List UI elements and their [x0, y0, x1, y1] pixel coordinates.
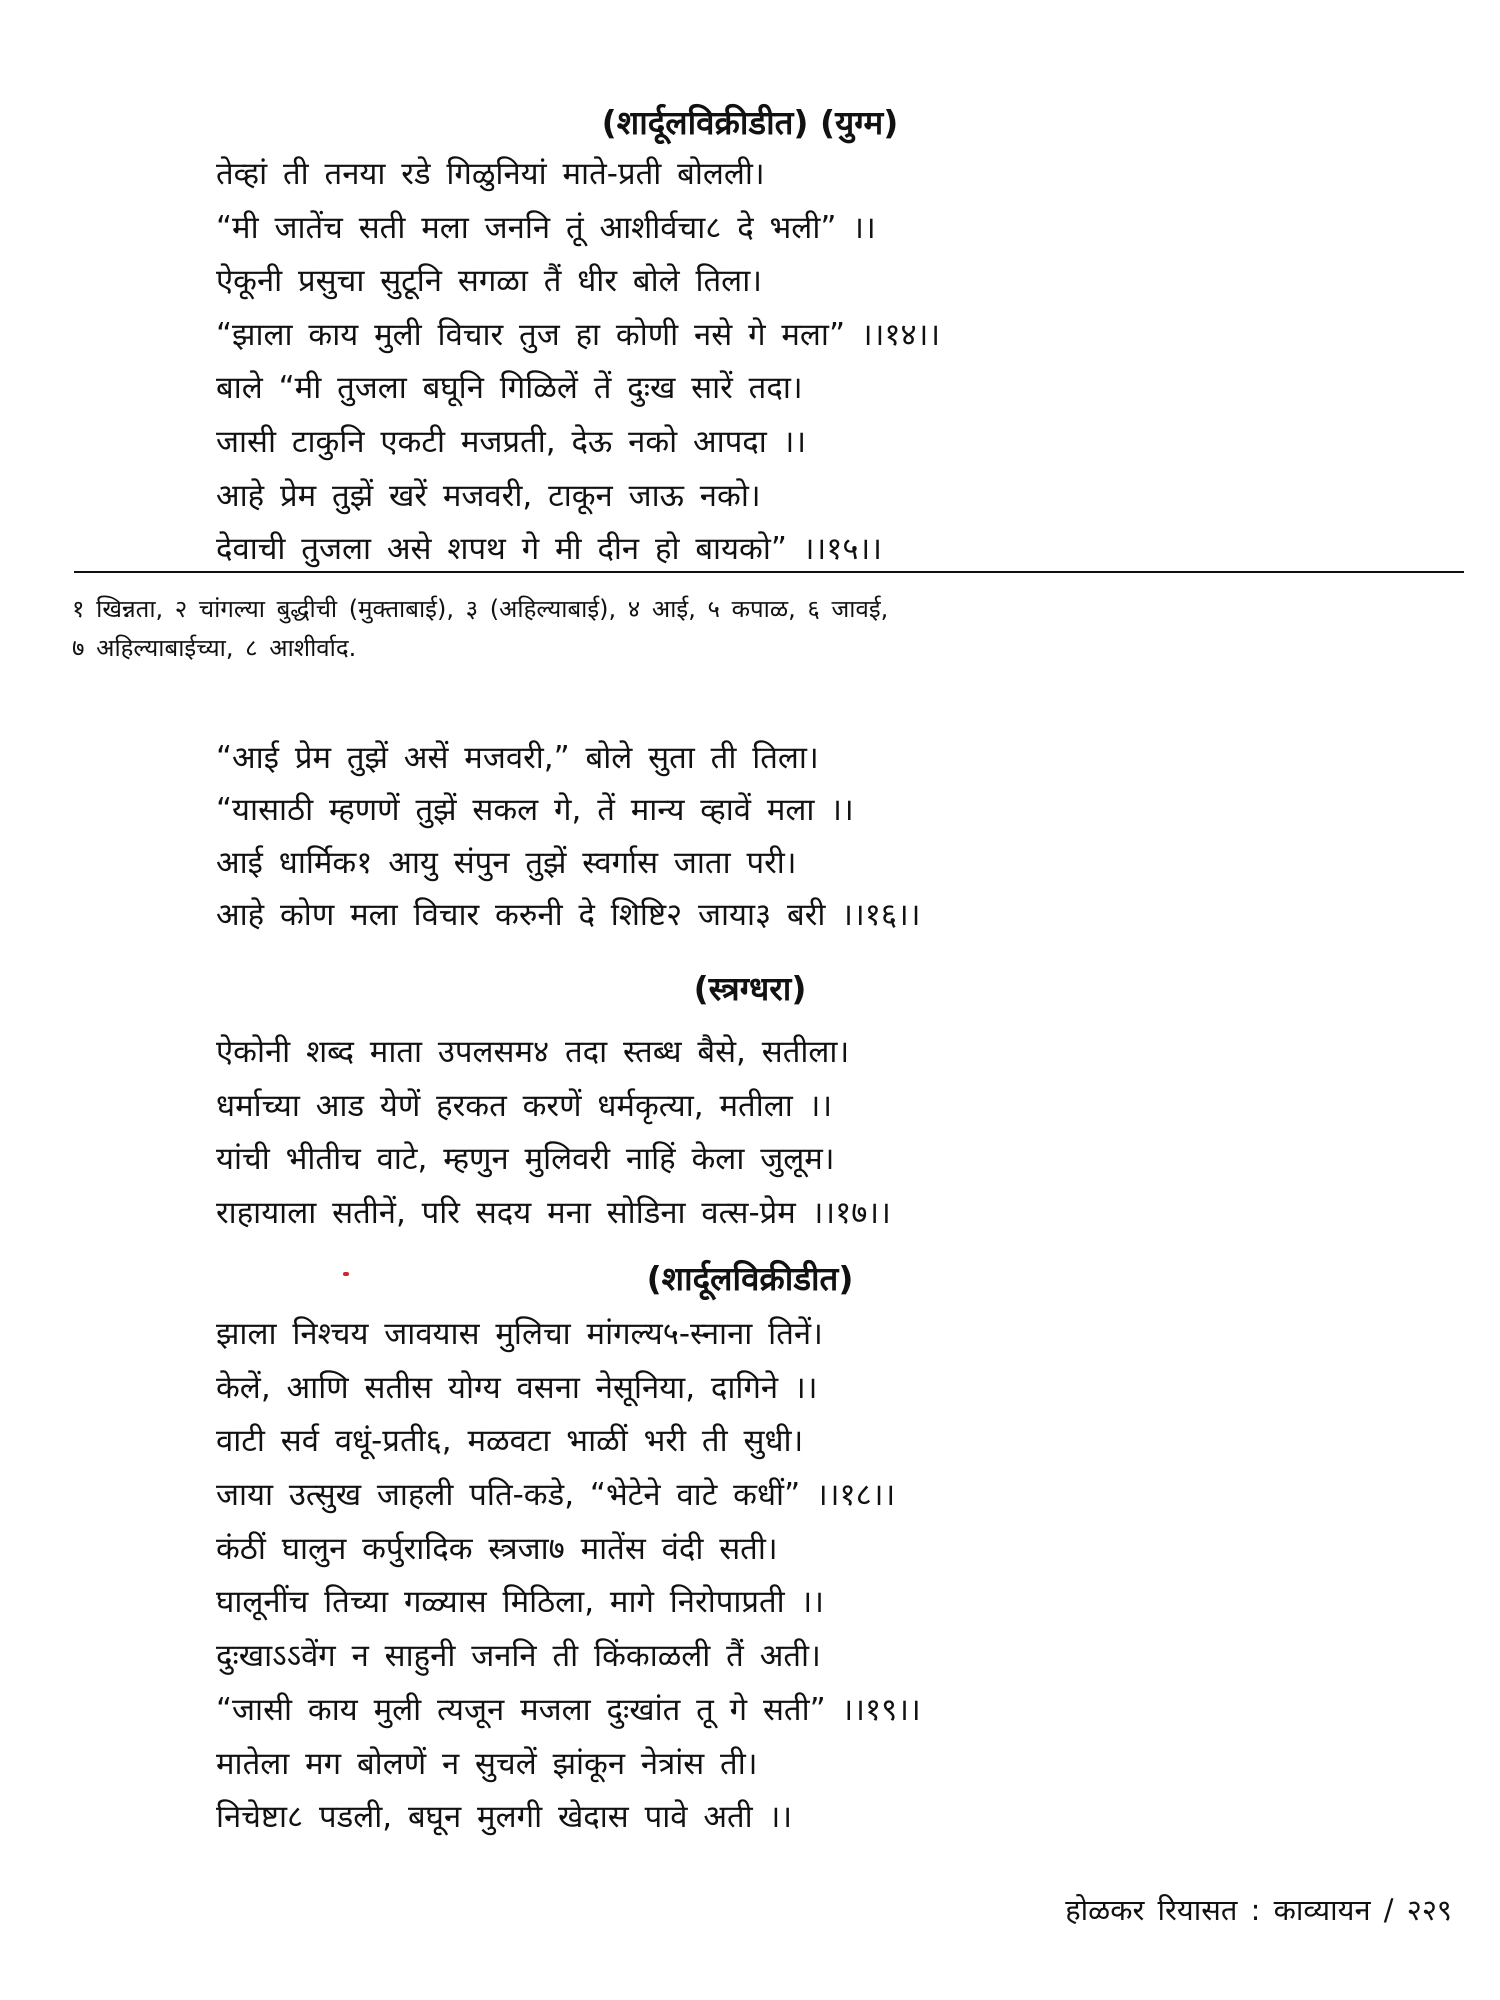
verse-line: केलें, आणि सतीस योग्य वसना नेसूनिया, दागिने ।।	[216, 1369, 818, 1406]
verse-line: राहायाला सतीनें, परि सदय मना सोडिना वत्स-प्रेम ।।१७।।	[216, 1194, 891, 1231]
verse-line: वाटी सर्व वधूं-प्रती६, मळवटा भाळीं भरी ती सुधी।	[216, 1423, 804, 1460]
verse-line: जाया उत्सुख जाहली पति-कडे, “भेटेने वाटे कधीं” ।।१८।।	[216, 1477, 896, 1514]
footnote-divider	[74, 571, 1464, 573]
verse-line: “मी जातेंच सती मला जननि तूं आशीर्वचा८ दे भली” ।।	[216, 209, 876, 246]
verse-line: तेव्हां ती तनया रडे गिळुनियां माते-प्रती बोलली।	[216, 156, 765, 192]
footnote-line: ७ अहिल्याबाईच्या, ८ आशीर्वाद.	[72, 634, 357, 662]
verse-line: धर्माच्या आड येणें हरकत करणें धर्मकृत्या, मतीला ।।	[216, 1087, 833, 1124]
verse-line: जासी टाकुनि एकटी मजप्रती, देऊ नको आपदा ।।	[216, 423, 807, 460]
verse-block-1	[216, 148, 940, 577]
verse-line: कंठीं घालुन कर्पुरादिक स्त्रजा७ मातेंस वंदी सती।	[216, 1530, 778, 1567]
verse-line: बाले “मी तुजला बघूनि गिळिलें तें दुःख सारें तदा।	[216, 370, 803, 407]
verse-block-4	[216, 1308, 921, 1845]
verse-line: दुःखाऽऽवेंग न साहुनी जननि ती किंकाळली तैं अती।	[216, 1638, 821, 1675]
verse-line: आई धार्मिक१ आयु संपुन तुझें स्वर्गास जाता परी।	[216, 844, 797, 881]
verse-line: निचेष्टा८ पडली, बघून मुलगी खेदास पावे अती ।।	[216, 1799, 793, 1836]
verse-line: “आई प्रेम तुझें असें मजवरी,” बोले सुता ती तिला।	[216, 740, 819, 776]
verse-line: मातेला मग बोलणें न सुचलें झांकून नेत्रांस ती।	[216, 1745, 758, 1782]
verse-line: झाला निश्चय जावयास मुलिचा मांगल्य५-स्नाना तिनें।	[216, 1316, 823, 1352]
verse-line: ऐकोनी शब्द माता उपलसम४ तदा स्तब्ध बैसे, सतीला।	[216, 1034, 850, 1070]
verse-line: ऐकूनी प्रसुचा सुटूनि सगळा तैं धीर बोले तिला।	[216, 263, 762, 300]
verse-line: देवाची तुजला असे शपथ गे मी दीन हो बायको” ।।१५।।	[216, 531, 883, 568]
verse-line: आहे कोण मला विचार करुनी दे शिष्टि२ जाया३ बरी ।।१६।।	[216, 896, 921, 933]
verse-line: यांची भीतीच वाटे, म्हणुन मुलिवरी नाहिं केला जुलूम।	[216, 1141, 835, 1178]
verse-line: “यासाठी म्हणणें तुझें सकल गे, तें मान्य व्हावें मला ।।	[216, 792, 854, 829]
section-heading-shardulvikridit: (शार्दूलविक्रीडीत)	[646, 1259, 854, 1298]
section-heading-shardulvikridit-yugma: (शार्दूलविक्रीडीत) (युग्म)	[601, 103, 899, 142]
section-heading-sragdhara: (स्त्रग्धरा)	[693, 969, 807, 1008]
footnote-line: १ खिन्नता, २ चांगल्या बुद्धीची (मुक्ताबाई), ३ (अहिल्याबाई), ४ आई, ५ कपाळ, ६ जावई,	[72, 595, 889, 623]
verse-line: “जासी काय मुली त्यजून मजला दुःखांत तू गे सती” ।।१९।।	[216, 1691, 921, 1728]
verse-line: “झाला काय मुली विचार तुज हा कोणी नसे गे मला” ।।१४।।	[216, 316, 941, 353]
verse-line: घालूनींच तिच्या गळ्यास मिठिला, मागे निरोपाप्रती ।।	[216, 1584, 825, 1621]
verse-block-3	[216, 1026, 891, 1240]
footnotes	[72, 590, 1472, 668]
page-footer: होळकर रियासत : काव्यायन / २२९	[1065, 1893, 1452, 1927]
verse-block-2	[216, 732, 921, 941]
verse-line: आहे प्रेम तुझें खरें मजवरी, टाकून जाऊ नको।	[216, 477, 761, 514]
